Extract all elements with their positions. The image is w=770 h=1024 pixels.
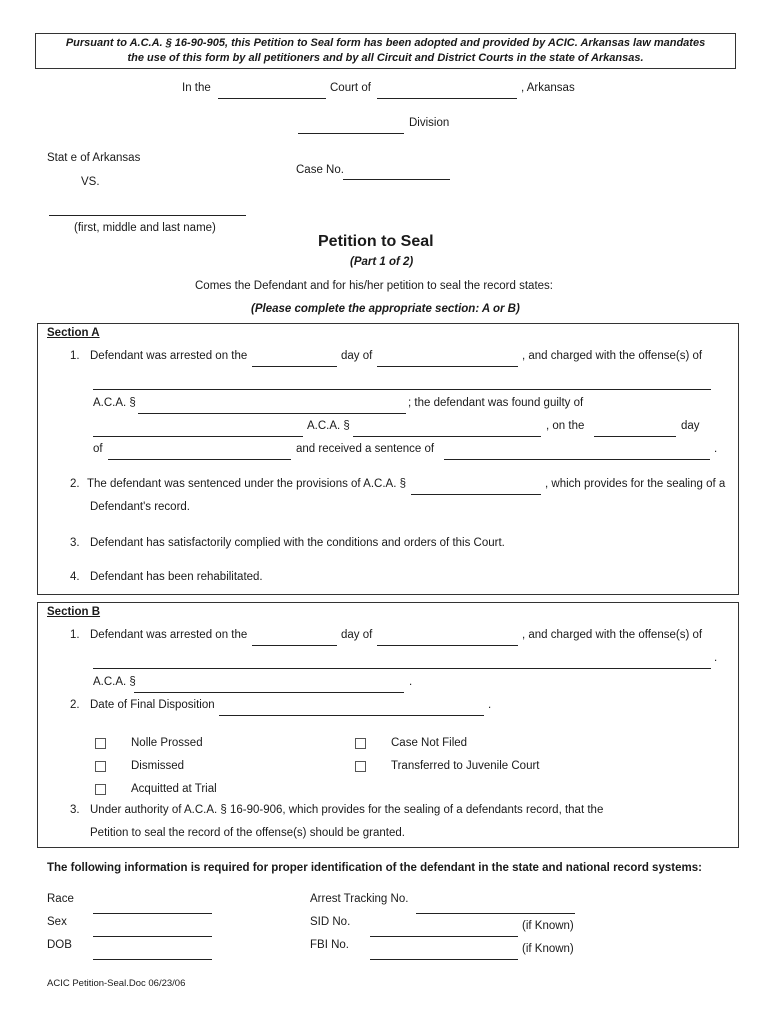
a-item4-text: Defendant has been rehabilitated. (90, 571, 263, 583)
a-item1-number: 1. (70, 350, 80, 362)
section-b-heading: Section B (47, 606, 101, 618)
a-item1-text-c: , and charged with the offense(s) of (522, 350, 703, 362)
case-no-field[interactable] (343, 179, 450, 180)
footer-doc-id: ACIC Petition-Seal.Doc 06/23/06 (47, 978, 186, 989)
defendant-name-field[interactable] (49, 215, 246, 216)
part-label: (Part 1 of 2) (350, 256, 414, 268)
b-aca-period: . (409, 676, 413, 688)
division-label: Division (409, 117, 450, 129)
b-offense-period: . (714, 652, 718, 664)
race-label: Race (47, 893, 74, 905)
b-disposition-date-field[interactable] (219, 715, 484, 716)
fbi-field[interactable] (370, 959, 518, 960)
a-item1-text-b: day of (341, 350, 373, 362)
a-aca3-field[interactable] (411, 494, 541, 495)
arrest-tracking-field[interactable] (416, 913, 575, 914)
fbi-label: FBI No. (310, 939, 349, 951)
b-arrest-day-field[interactable] (252, 645, 337, 646)
division-field[interactable] (298, 133, 404, 134)
sid-if-known: (if Known) (522, 920, 574, 932)
county-field[interactable] (377, 98, 517, 99)
b-item1-text-a: Defendant was arrested on the (90, 629, 248, 641)
b-aca-field[interactable] (134, 692, 404, 693)
a-item2-text-c: Defendant's record. (90, 501, 191, 513)
dismissed-checkbox[interactable] (95, 761, 106, 772)
court-type-field[interactable] (218, 98, 326, 99)
a-aca1-field[interactable] (138, 413, 406, 414)
name-hint: (first, middle and last name) (74, 222, 216, 234)
instruction-text: (Please complete the appropriate section: A or B) (251, 303, 520, 315)
transferred-juvenile-checkbox[interactable] (355, 761, 366, 772)
dob-field[interactable] (93, 959, 212, 960)
a-item1-text-a: Defendant was arrested on the (90, 350, 248, 362)
b-item3-number: 3. (70, 804, 80, 816)
b-offense-field[interactable] (93, 668, 711, 669)
b-aca-label: A.C.A. § (93, 676, 136, 688)
a-arrest-month-field[interactable] (377, 366, 518, 367)
b-item3-text-b: Petition to seal the record of the offense(s) should be granted. (90, 827, 405, 839)
b-item2-number: 2. (70, 699, 80, 711)
vs-label: VS. (81, 176, 100, 188)
a-offense-field[interactable] (93, 389, 711, 390)
fbi-if-known: (if Known) (522, 943, 574, 955)
a-guilty-day-field[interactable] (594, 436, 676, 437)
in-the-label: In the (182, 82, 211, 94)
a-item4-number: 4. (70, 571, 80, 583)
a-guilty-offense-field[interactable] (93, 436, 303, 437)
a-of-text: of (93, 443, 103, 455)
a-day-text: day (681, 420, 700, 432)
b-item1-text-b: day of (341, 629, 373, 641)
a-item2-number: 2. (70, 478, 80, 490)
a-item3-text: Defendant has satisfactorily complied with the conditions and orders of this Court. (90, 537, 505, 549)
dob-label: DOB (47, 939, 72, 951)
a-aca1-label: A.C.A. § (93, 397, 136, 409)
sex-label: Sex (47, 916, 67, 928)
case-not-filed-label: Case Not Filed (391, 737, 468, 749)
a-arrest-day-field[interactable] (252, 366, 337, 367)
notice-line-2: the use of this form by all petitioners and by all Circuit and District Courts in the state of Arkansas. (127, 52, 644, 64)
a-sentence-text: and received a sentence of (296, 443, 435, 455)
b-item2-text: Date of Final Disposition (90, 699, 215, 711)
acquitted-checkbox[interactable] (95, 784, 106, 795)
nolle-prossed-label: Nolle Prossed (131, 737, 203, 749)
state-label: Stat e of Arkansas (47, 152, 141, 164)
notice-box (35, 33, 736, 69)
b-disposition-period: . (488, 699, 492, 711)
race-field[interactable] (93, 913, 212, 914)
b-item3-text-a: Under authority of A.C.A. § 16-90-906, which provides for the sealing of a defendants record, that the (90, 804, 604, 816)
transferred-juvenile-label: Transferred to Juvenile Court (391, 760, 540, 772)
a-sentence-field[interactable] (444, 459, 710, 460)
section-a-heading: Section A (47, 327, 100, 339)
a-found-guilty-text: ; the defendant was found guilty of (408, 397, 584, 409)
case-no-label: Case No. (296, 164, 344, 176)
b-item1-number: 1. (70, 629, 80, 641)
a-item2-text-a: The defendant was sentenced under the provisions of A.C.A. § (87, 478, 407, 490)
a-item3-number: 3. (70, 537, 80, 549)
identification-heading: The following information is required for proper identification of the defendant in the state and national record systems: (47, 862, 702, 874)
a-aca2-field[interactable] (353, 436, 541, 437)
sid-field[interactable] (370, 936, 518, 937)
a-guilty-month-field[interactable] (108, 459, 291, 460)
nolle-prossed-checkbox[interactable] (95, 738, 106, 749)
page-title: Petition to Seal (318, 233, 434, 250)
a-sentence-period: . (714, 443, 718, 455)
intro-text: Comes the Defendant and for his/her petition to seal the record states: (195, 280, 553, 292)
sid-label: SID No. (310, 916, 351, 928)
a-item2-text-b: , which provides for the sealing of a (545, 478, 726, 490)
a-on-the-text: , on the (546, 420, 585, 432)
acquitted-label: Acquitted at Trial (131, 783, 217, 795)
a-aca2-label: A.C.A. § (307, 420, 350, 432)
case-not-filed-checkbox[interactable] (355, 738, 366, 749)
sex-field[interactable] (93, 936, 212, 937)
arrest-tracking-label: Arrest Tracking No. (310, 893, 409, 905)
court-of-label: Court of (330, 82, 371, 94)
notice-line-1: Pursuant to A.C.A. § 16-90-905, this Petition to Seal form has been adopted and provided by ACIC. Arkansas law mandates (65, 37, 706, 49)
dismissed-label: Dismissed (131, 760, 185, 772)
arkansas-label: , Arkansas (521, 82, 575, 94)
b-item1-text-c: , and charged with the offense(s) of (522, 629, 703, 641)
b-arrest-month-field[interactable] (377, 645, 518, 646)
